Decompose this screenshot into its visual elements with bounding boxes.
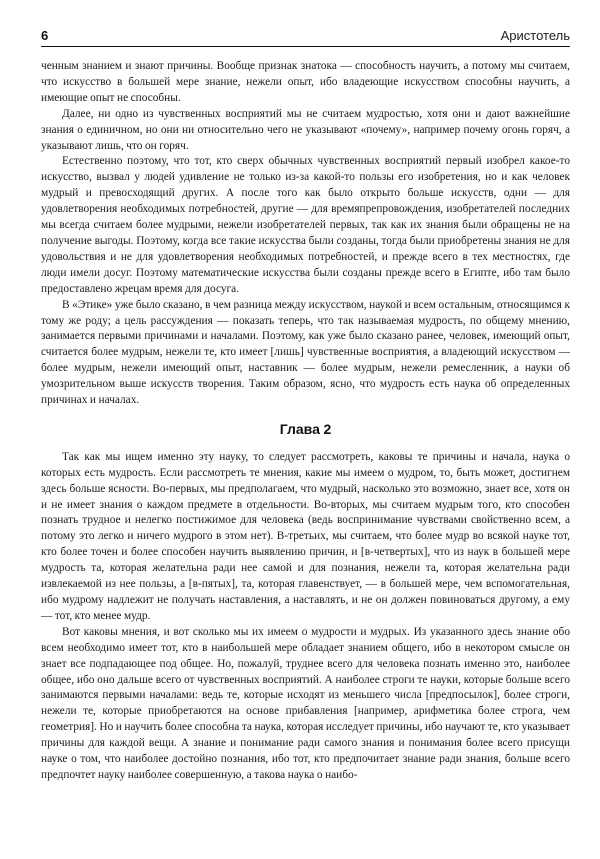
body-text xyxy=(41,59,570,784)
paragraph: Вот каковы мнения, и вот сколько мы их имеем о мудрости и мудрых. Из указанного здесь знание обо всем необходимо имеет тот, кто в наибольшей мере обладает знанием общего, ибо в некотором смысле он знает все подпадающее под общее. Но, пожалуй, труднее всего для человека познать именно это, наиболее общее, ибо оно дальше всего от чувственных восприятий. А наиболее строги те науки, которые больше всего занимаются первыми началами: ведь те, которые исходят из меньшего числа [предпосылок], более строги, нежели те, которые приобретаются на основе прибавления [например, арифметика более строга, чем геометрия]. Но и научить более способна та наука, которая исследует причины, ибо научают те, кто указывает причины для каждой вещи. А знание и понимание ради самого знания и понимания более всего присущи науке о том, что наиболее достойно познания, ибо тот, кто предпочитает знание ради знания, больше всего предпочтет науку наиболее совершенную, а такова наука о наибо- xyxy=(41,625,570,781)
chapter-title: Глава 2 xyxy=(279,420,332,437)
paragraph: В «Этике» уже было сказано, в чем разница между искусством, наукой и всем остальным, относящимся к тому же роду; а цель рассуждения — показать теперь, что так называемая мудрость, по общему мнению, занимается первыми причинами и началами. Поэтому, как уже было сказано ранее, человек, имеющий опыт, считается более мудрым, нежели те, кто имеет [лишь] чувственные восприятия, а владеющий искусством — более мудрым, нежели имеющий опыт, наставник — более мудрым, нежели ремесленник, а науки об умозрительном выше искусств творения. Таким образом, ясно, что мудрость есть наука об определенных причинах и началах. xyxy=(41,298,570,407)
paragraph: ченным знанием и знают причины. Вообще признак знатока — способность научить, а потому мы считаем, что искусство в большей мере знание, нежели опыт, ибо владеющие искусством способны научить, а имеющие опыт не способны. xyxy=(41,60,570,104)
paragraph: Далее, ни одно из чувственных восприятий мы не считаем мудростью, хотя они и дают важнейшие знания о единичном, но они ни относительно чего не указывают «почему», например почему огонь горяч, а указывают лишь, что он горяч. xyxy=(41,107,570,152)
running-header xyxy=(41,28,570,47)
paragraph: Так как мы ищем именно эту науку, то следует рассмотреть, каковы те причины и начала, наука о которых есть мудрость. Если рассмотреть те мнения, какие мы имеем о мудром, то, быть может, достигнем здесь больше ясности. Во-первых, мы предполагаем, что мудрый, насколько это возможно, знает все, хотя он и не имеет знания о каждом предмете в отдельности. Во-вторых, мы считаем мудрым того, кто способен познать трудное и нелегко постижимое для человека (ведь воспринимание чувствами свойственно всем, а потому это легко и ничего мудрого в этом нет). В-третьих, мы считаем, что более мудр во всякой науке тот, кто более точен и более способен научить выявлению причин, и [в-четвертых], что из наук в большей мере мудрость та, которая желательна ради нее самой и для познания, нежели та, которая желательна ради извлекаемой из нее пользы, а [в-пятых], та, которая главенствует, — в большей мере, чем вспомогательная, ибо мудрому надлежит не получать наставления, а наставлять, и не он должен повиноваться другому, а ему — тот, кто менее мудр. xyxy=(41,450,570,622)
paragraph: Естественно поэтому, что тот, кто сверх обычных чувственных восприятий первый изобрел какое-то искусство, вызвал у людей удивление не только из-за какой-то пользы его изобретения, но и как человек мудрый и превосходящий других. А после того как было открыто больше искусств, одни — для удовлетворения необходимых потребностей, другие — для времяпрепровождения, изобретателей последних мы всегда считаем более мудрыми, нежели изобретателей первых, так как их знания были обращены не на получение выгоды. Поэтому, когда все такие искусства были созданы, тогда были приобретены знания не для удовольствия и не для удовлетворения необходимых потребностей, и прежде всего в тех местностях, где люди имели досуг. Поэтому математические искусства были созданы прежде всего в Египте, ибо там было предоставлено жрецам время для досуга. xyxy=(41,155,570,295)
running-title: Аристотель xyxy=(500,28,570,43)
page-number: 6 xyxy=(41,28,49,43)
